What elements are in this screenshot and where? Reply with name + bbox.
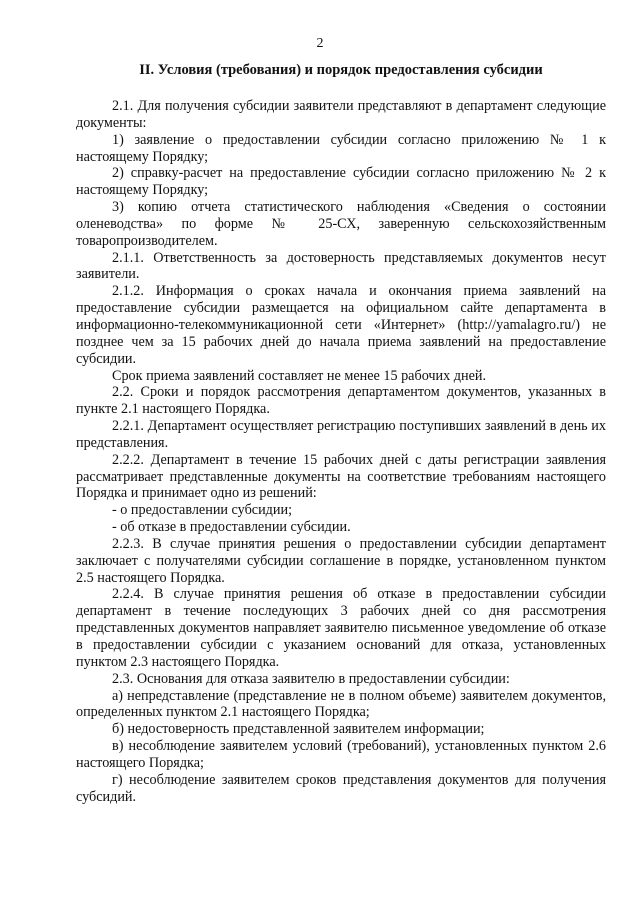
paragraph-2-2: 2.2. Сроки и порядок рассмотрения департаментом документов, указанных в пункте 2.1 настоящего Порядка. — [76, 384, 606, 418]
decision-option-refusal: - об отказе в предоставлении субсидии. — [112, 519, 351, 536]
list-item-1: 1) заявление о предоставлении субсидии согласно приложению № 1 к настоящему Порядку; — [76, 131, 606, 165]
paragraph-2-1-2: 2.1.2. Информация о сроках начала и окончания приема заявлений на предоставление субсидии размещается на официальном сайте департамента в информационно-телекоммуникационной сети «Интернет» (http://yamalagro.ru/) не позднее чем за 15 рабочих дней до начала приема заявлений на предоставление субсидии. — [76, 283, 606, 367]
list-item-3: 3) копию отчета статистического наблюдения «Сведения о состоянии оленеводства» по форме № 25-СХ, заверенную сельскохозяйственным товаропроизводителем. — [76, 199, 606, 249]
list-item-2: 2) справку-расчет на предоставление субсидии согласно приложению № 2 к настоящему Порядку; — [76, 165, 606, 199]
page-number: 2 — [316, 36, 324, 51]
refusal-ground-b: б) недостоверность представленной заявителем информации; — [112, 721, 485, 738]
paragraph-2-1: 2.1. Для получения субсидии заявители представляют в департамент следующие документы: — [76, 98, 606, 131]
paragraph-2-2-1: 2.2.1. Департамент осуществляет регистрацию поступивших заявлений в день их представления. — [76, 418, 606, 451]
section-heading: II. Условия (требования) и порядок предоставления субсидии — [139, 62, 543, 78]
decision-option-grant: - о предоставлении субсидии; — [112, 502, 293, 519]
paragraph-2-2-3: 2.2.3. В случае принятия решения о предоставлении субсидии департамент заключает с получателями субсидии соглашение в порядке, установленном пунктом 2.5 настоящего Порядка. — [76, 535, 606, 586]
document-body — [76, 98, 606, 805]
paragraph-2-2-2: 2.2.2. Департамент в течение 15 рабочих дней с даты регистрации заявления рассматривает представленные документы на соответствие требованиям настоящего Порядка и принимает одно из решений: — [76, 451, 606, 502]
paragraph-2-1-1: 2.1.1. Ответственность за достоверность представляемых документов несут заявители. — [76, 249, 606, 283]
refusal-ground-v: в) несоблюдение заявителем условий (требований), установленных пунктом 2.6 настоящего Порядка; — [76, 738, 606, 771]
paragraph-2-2-4: 2.2.4. В случае принятия решения об отказе в предоставлении субсидии департамент в течение последующих 3 рабочих дней со дня рассмотрения представленных документов направляет заявителю письменное уведомление об отказе в предоставлении субсидии с указанием оснований для отказа, установленных пунктом 2.3 настоящего Порядка. — [76, 586, 606, 670]
paragraph-application-term: Срок приема заявлений составляет не менее 15 рабочих дней. — [112, 367, 487, 384]
paragraph-2-3: 2.3. Основания для отказа заявителю в предоставлении субсидии: — [112, 670, 510, 687]
refusal-ground-g: г) несоблюдение заявителем сроков представления документов для получения субсидий. — [76, 771, 606, 805]
refusal-ground-a: а) непредставление (представление не в полном объеме) заявителем документов, определенных пунктом 2.1 настоящего Порядка; — [76, 687, 606, 721]
